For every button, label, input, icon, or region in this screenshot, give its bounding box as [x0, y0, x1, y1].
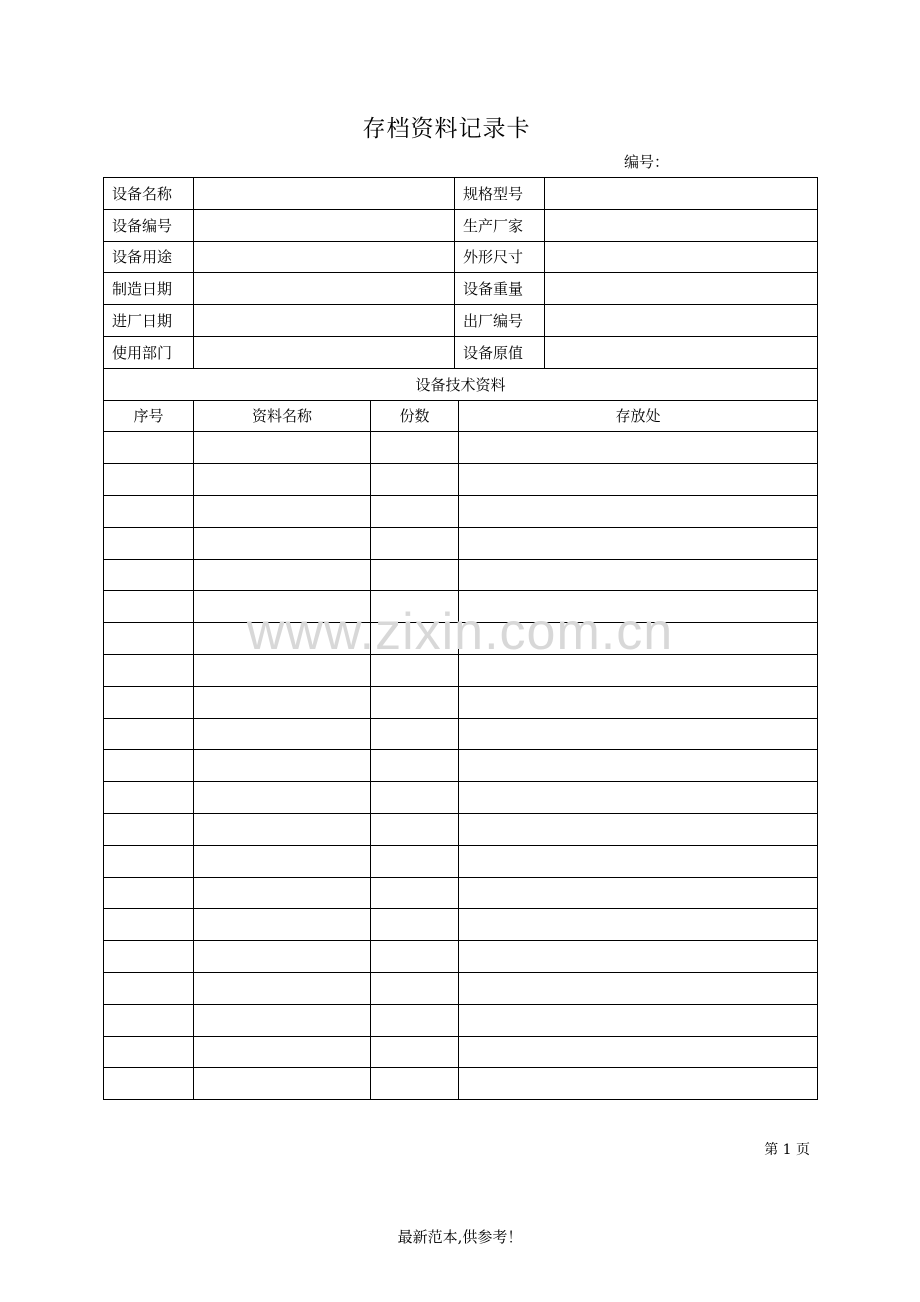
record-location-cell[interactable] — [459, 813, 818, 845]
record-rows — [104, 432, 818, 1100]
field-label: 生产厂家 — [455, 209, 545, 241]
record-location-cell[interactable] — [459, 1036, 818, 1068]
field-label: 设备用途 — [104, 241, 194, 273]
watermark: www.zixin.com.cn — [246, 603, 674, 661]
record-row — [104, 718, 818, 750]
record-index-cell[interactable] — [104, 1004, 194, 1036]
record-row — [104, 654, 818, 686]
field-label: 外形尺寸 — [455, 241, 545, 273]
record-location-cell[interactable] — [459, 877, 818, 909]
record-row — [104, 845, 818, 877]
record-name-cell[interactable] — [194, 718, 371, 750]
record-index-cell[interactable] — [104, 623, 194, 655]
record-index-cell[interactable] — [104, 941, 194, 973]
record-name-cell[interactable] — [194, 845, 371, 877]
record-index-cell[interactable] — [104, 877, 194, 909]
record-copies-cell[interactable] — [371, 591, 459, 623]
record-name-cell[interactable] — [194, 877, 371, 909]
record-name-cell[interactable] — [194, 1068, 371, 1100]
record-name-cell[interactable] — [194, 495, 371, 527]
record-row — [104, 623, 818, 655]
record-row — [104, 1068, 818, 1100]
record-index-cell[interactable] — [104, 1036, 194, 1068]
info-row — [104, 273, 818, 305]
record-location-cell[interactable] — [459, 941, 818, 973]
field-value[interactable] — [194, 336, 455, 368]
record-index-cell[interactable] — [104, 464, 194, 496]
record-location-cell[interactable] — [459, 1068, 818, 1100]
record-location-cell[interactable] — [459, 623, 818, 655]
section-row — [104, 368, 818, 400]
record-copies-cell[interactable] — [371, 495, 459, 527]
record-location-cell[interactable] — [459, 527, 818, 559]
info-row — [104, 178, 818, 210]
record-name-cell[interactable] — [194, 909, 371, 941]
record-name-cell[interactable] — [194, 1036, 371, 1068]
record-copies-cell[interactable] — [371, 813, 459, 845]
record-location-cell[interactable] — [459, 464, 818, 496]
record-name-cell[interactable] — [194, 686, 371, 718]
record-copies-cell[interactable] — [371, 941, 459, 973]
record-index-cell[interactable] — [104, 972, 194, 1004]
field-value[interactable] — [194, 305, 455, 337]
record-index-cell[interactable] — [104, 909, 194, 941]
record-index-cell[interactable] — [104, 591, 194, 623]
record-copies-cell[interactable] — [371, 1068, 459, 1100]
record-location-cell[interactable] — [459, 495, 818, 527]
footer-note: 最新范本,供参考！ — [397, 1228, 523, 1246]
column-header-name: 资料名称 — [194, 400, 371, 432]
record-name-cell[interactable] — [194, 591, 371, 623]
field-label: 制造日期 — [104, 273, 194, 305]
record-location-cell[interactable] — [459, 654, 818, 686]
record-row — [104, 495, 818, 527]
record-row — [104, 1004, 818, 1036]
record-row — [104, 813, 818, 845]
record-row — [104, 941, 818, 973]
record-name-cell[interactable] — [194, 1004, 371, 1036]
field-value[interactable] — [545, 305, 818, 337]
record-copies-cell[interactable] — [371, 782, 459, 814]
record-copies-cell[interactable] — [371, 432, 459, 464]
field-label: 使用部门 — [104, 336, 194, 368]
record-copies-cell[interactable] — [371, 623, 459, 655]
record-copies-cell[interactable] — [371, 909, 459, 941]
field-value[interactable] — [545, 209, 818, 241]
field-label: 设备编号 — [104, 209, 194, 241]
record-copies-cell[interactable] — [371, 845, 459, 877]
record-row — [104, 432, 818, 464]
record-index-cell[interactable] — [104, 718, 194, 750]
record-table — [103, 177, 818, 1100]
record-copies-cell[interactable] — [371, 877, 459, 909]
record-copies-cell[interactable] — [371, 1036, 459, 1068]
record-row — [104, 686, 818, 718]
record-name-cell[interactable] — [194, 623, 371, 655]
record-index-cell[interactable] — [104, 782, 194, 814]
field-label: 出厂编号 — [455, 305, 545, 337]
record-location-cell[interactable] — [459, 909, 818, 941]
record-name-cell[interactable] — [194, 654, 371, 686]
field-label: 设备重量 — [455, 273, 545, 305]
field-value[interactable] — [545, 273, 818, 305]
record-row — [104, 1036, 818, 1068]
record-copies-cell[interactable] — [371, 464, 459, 496]
record-name-cell[interactable] — [194, 941, 371, 973]
record-copies-cell[interactable] — [371, 750, 459, 782]
record-name-cell[interactable] — [194, 527, 371, 559]
record-row — [104, 877, 818, 909]
record-index-cell[interactable] — [104, 813, 194, 845]
page-number: 第 1 页 — [764, 1142, 810, 1158]
record-row — [104, 591, 818, 623]
info-row — [104, 305, 818, 337]
record-name-cell[interactable] — [194, 432, 371, 464]
record-location-cell[interactable] — [459, 750, 818, 782]
record-copies-cell[interactable] — [371, 654, 459, 686]
record-copies-cell[interactable] — [371, 527, 459, 559]
page-title: 存档资料记录卡 — [362, 116, 531, 142]
field-label: 设备原值 — [455, 336, 545, 368]
record-location-cell[interactable] — [459, 972, 818, 1004]
record-index-cell[interactable] — [104, 845, 194, 877]
column-header-copies: 份数 — [371, 400, 459, 432]
field-label: 设备名称 — [104, 178, 194, 210]
record-row — [104, 464, 818, 496]
info-row — [104, 241, 818, 273]
field-value[interactable] — [194, 209, 455, 241]
field-label: 进厂日期 — [104, 305, 194, 337]
record-copies-cell[interactable] — [371, 1004, 459, 1036]
record-row — [104, 782, 818, 814]
field-value[interactable] — [194, 273, 455, 305]
field-value[interactable] — [545, 241, 818, 273]
record-copies-cell[interactable] — [371, 718, 459, 750]
record-index-cell[interactable] — [104, 654, 194, 686]
record-index-cell[interactable] — [104, 1068, 194, 1100]
column-header-row — [104, 400, 818, 432]
record-row — [104, 750, 818, 782]
record-copies-cell[interactable] — [371, 972, 459, 1004]
field-value[interactable] — [194, 178, 455, 210]
record-name-cell[interactable] — [194, 782, 371, 814]
record-index-cell[interactable] — [104, 686, 194, 718]
column-header-index: 序号 — [104, 400, 194, 432]
record-location-cell[interactable] — [459, 718, 818, 750]
record-location-cell[interactable] — [459, 686, 818, 718]
record-index-cell[interactable] — [104, 432, 194, 464]
field-value[interactable] — [545, 178, 818, 210]
field-label: 规格型号 — [455, 178, 545, 210]
record-name-cell[interactable] — [194, 813, 371, 845]
record-row — [104, 909, 818, 941]
record-location-cell[interactable] — [459, 1004, 818, 1036]
record-index-cell[interactable] — [104, 750, 194, 782]
info-row — [104, 209, 818, 241]
record-location-cell[interactable] — [459, 559, 818, 591]
record-name-cell[interactable] — [194, 559, 371, 591]
record-row — [104, 972, 818, 1004]
record-copies-cell[interactable] — [371, 559, 459, 591]
record-location-cell[interactable] — [459, 591, 818, 623]
record-copies-cell[interactable] — [371, 686, 459, 718]
record-location-cell[interactable] — [459, 845, 818, 877]
record-index-cell[interactable] — [104, 495, 194, 527]
record-name-cell[interactable] — [194, 972, 371, 1004]
record-location-cell[interactable] — [459, 432, 818, 464]
record-row — [104, 559, 818, 591]
number-label: 编号： — [624, 153, 670, 171]
record-row — [104, 527, 818, 559]
field-value[interactable] — [545, 336, 818, 368]
field-value[interactable] — [194, 241, 455, 273]
record-name-cell[interactable] — [194, 464, 371, 496]
record-location-cell[interactable] — [459, 782, 818, 814]
column-header-location: 存放处 — [459, 400, 818, 432]
info-row — [104, 336, 818, 368]
record-name-cell[interactable] — [194, 750, 371, 782]
record-index-cell[interactable] — [104, 527, 194, 559]
section-title: 设备技术资料 — [104, 368, 818, 400]
record-index-cell[interactable] — [104, 559, 194, 591]
